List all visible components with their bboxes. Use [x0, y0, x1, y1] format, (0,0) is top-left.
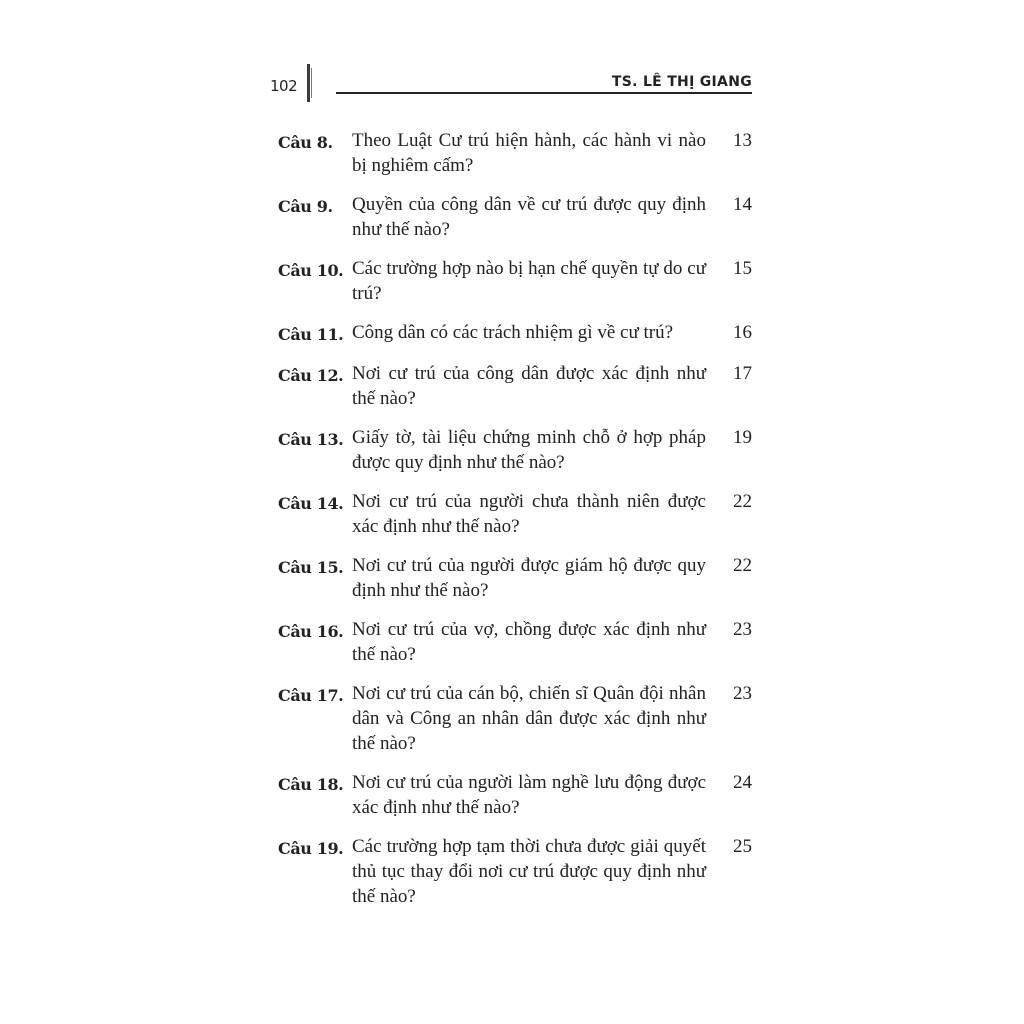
toc-entry — [278, 128, 752, 178]
page-reference: 13 — [733, 130, 752, 151]
toc-entry — [278, 425, 752, 475]
table-of-contents — [278, 128, 752, 923]
question-text: Nơi cư trú của người làm nghề lưu động được xác định như thế nào? — [352, 772, 706, 818]
question-text: Giấy tờ, tài liệu chứng minh chỗ ở hợp pháp được quy định như thế nào? — [352, 427, 706, 473]
question-label: Câu 8. — [278, 133, 333, 152]
question-label: Câu 12. — [278, 366, 344, 385]
toc-entry — [278, 617, 752, 667]
page-reference: 25 — [733, 836, 752, 857]
page-reference: 22 — [733, 491, 752, 512]
question-label: Câu 9. — [278, 197, 333, 216]
author-name: TS. LÊ THỊ GIANG — [611, 74, 752, 90]
toc-entry — [278, 489, 752, 539]
question-text: Theo Luật Cư trú hiện hành, các hành vi nào bị nghiêm cấm? — [352, 130, 706, 176]
toc-entry — [278, 553, 752, 603]
question-text: Các trường hợp nào bị hạn chế quyền tự do cư trú? — [352, 258, 706, 304]
question-label: Câu 10. — [278, 261, 344, 280]
question-text: Quyền của công dân về cư trú được quy định như thế nào? — [352, 194, 706, 240]
question-label: Câu 11. — [278, 325, 344, 344]
page-reference: 15 — [733, 258, 752, 279]
question-text: Các trường hợp tạm thời chưa được giải quyết thủ tục thay đổi nơi cư trú được quy định như thế nào? — [352, 836, 706, 907]
header-rule — [336, 92, 752, 94]
page-number: 102 — [270, 77, 298, 95]
page-reference: 23 — [733, 683, 752, 704]
page-reference: 19 — [733, 427, 752, 448]
question-label: Câu 17. — [278, 686, 344, 705]
page-reference: 23 — [733, 619, 752, 640]
page-reference: 14 — [733, 194, 752, 215]
toc-entry — [278, 770, 752, 820]
question-label: Câu 14. — [278, 494, 344, 513]
page-reference: 16 — [733, 322, 752, 343]
toc-entry — [278, 681, 752, 756]
page-reference: 22 — [733, 555, 752, 576]
question-label: Câu 16. — [278, 622, 344, 641]
header-divider — [307, 64, 310, 102]
question-label: Câu 15. — [278, 558, 344, 577]
question-text: Nơi cư trú của người được giám hộ được quy định như thế nào? — [352, 555, 706, 601]
question-text: Nơi cư trú của người chưa thành niên được xác định như thế nào? — [352, 491, 706, 537]
question-label: Câu 19. — [278, 839, 344, 858]
header-divider-thin — [311, 68, 312, 98]
page-reference: 17 — [733, 363, 752, 384]
question-text: Công dân có các trách nhiệm gì về cư trú? — [352, 322, 674, 343]
toc-entry — [278, 320, 752, 347]
toc-entry — [278, 192, 752, 242]
page-header — [270, 64, 752, 104]
question-text: Nơi cư trú của cán bộ, chiến sĩ Quân đội nhân dân và Công an nhân dân được xác định như thế nào? — [352, 683, 706, 754]
question-label: Câu 18. — [278, 775, 344, 794]
toc-entry — [278, 361, 752, 411]
toc-entry — [278, 834, 752, 909]
page-reference: 24 — [733, 772, 752, 793]
question-text: Nơi cư trú của công dân được xác định như thế nào? — [352, 363, 706, 409]
question-text: Nơi cư trú của vợ, chồng được xác định như thế nào? — [352, 619, 706, 665]
toc-entry — [278, 256, 752, 306]
question-label: Câu 13. — [278, 430, 344, 449]
